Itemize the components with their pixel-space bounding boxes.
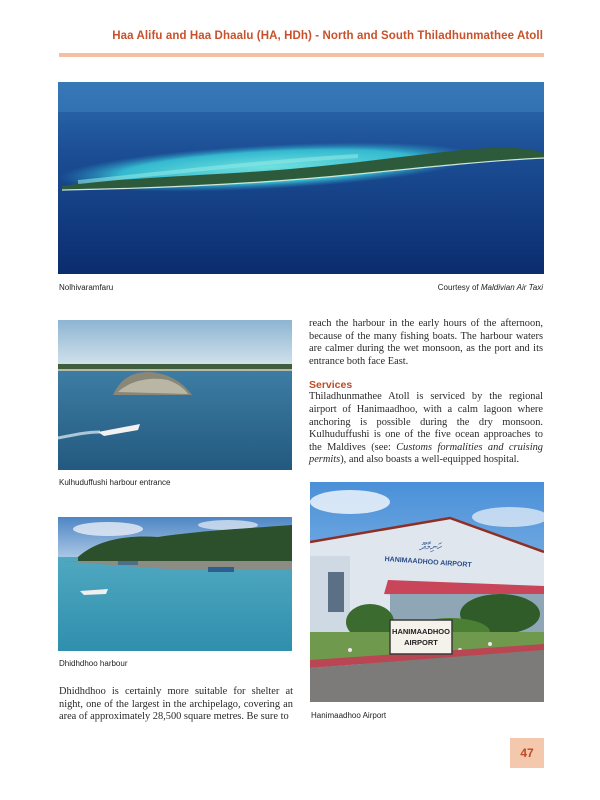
- services-heading: Services: [309, 379, 353, 392]
- kulhuduffushi-photo: [58, 320, 292, 470]
- services-cross-reference: Customs formalities and cruising permits: [309, 441, 543, 466]
- page-number: 47: [510, 738, 544, 768]
- airport-sign-line1: HANIMAADHOO: [392, 627, 450, 636]
- kulhuduffushi-caption: Kulhuduffushi harbour entrance: [59, 478, 171, 487]
- photo-credit-source: Maldivian Air Taxi: [480, 283, 543, 292]
- dhidhdhoo-photo: [58, 517, 292, 651]
- dhidhdhoo-caption: Dhidhdhoo harbour: [59, 659, 128, 668]
- services-paragraph: [309, 391, 543, 467]
- running-head: Haa Alifu and Haa Dhaalu (HA, HDh) - North and South Thiladhunmathee Atoll: [112, 30, 543, 42]
- right-column-text: [309, 318, 543, 467]
- aerial-photo-caption: Nolhivaramfaru: [59, 283, 114, 292]
- photo-credit-prefix: Courtesy of: [437, 283, 481, 292]
- airport-facade-script: ހަނިމާދޫ: [419, 542, 441, 553]
- services-text-1: Thiladhunmathee Atoll is serviced by the regional airport of Hanimaadhoo, with a calm lagoon where anchoring is possible during the dry monsoon. Kulhuduffushi is one of the five ocean approaches to the Maldives (see:: [309, 391, 543, 453]
- photo-credit: [360, 283, 543, 292]
- airport-caption: Hanimaadhoo Airport: [311, 711, 387, 720]
- dhidhdhoo-paragraph: Dhidhdhoo is certainly more suitable for shelter at night, one of the largest in the archipelago, covering an area of approximately 28,500 square metres. Be sure to: [59, 686, 293, 723]
- airport-sign-line2: AIRPORT: [404, 638, 438, 647]
- services-text-2: ), and also boasts a well-equipped hospital.: [340, 454, 520, 466]
- header-rule: [59, 53, 544, 57]
- airport-photo: [310, 482, 544, 702]
- airport-facade-sign: HANIMAADHOO AIRPORT: [384, 555, 472, 570]
- aerial-photo: [58, 82, 544, 274]
- harbour-paragraph: reach the harbour in the early hours of the afternoon, because of the many fishing boats. The harbour waters are calmer during the wet monsoon, as the port and its entrance both face East.: [309, 318, 543, 367]
